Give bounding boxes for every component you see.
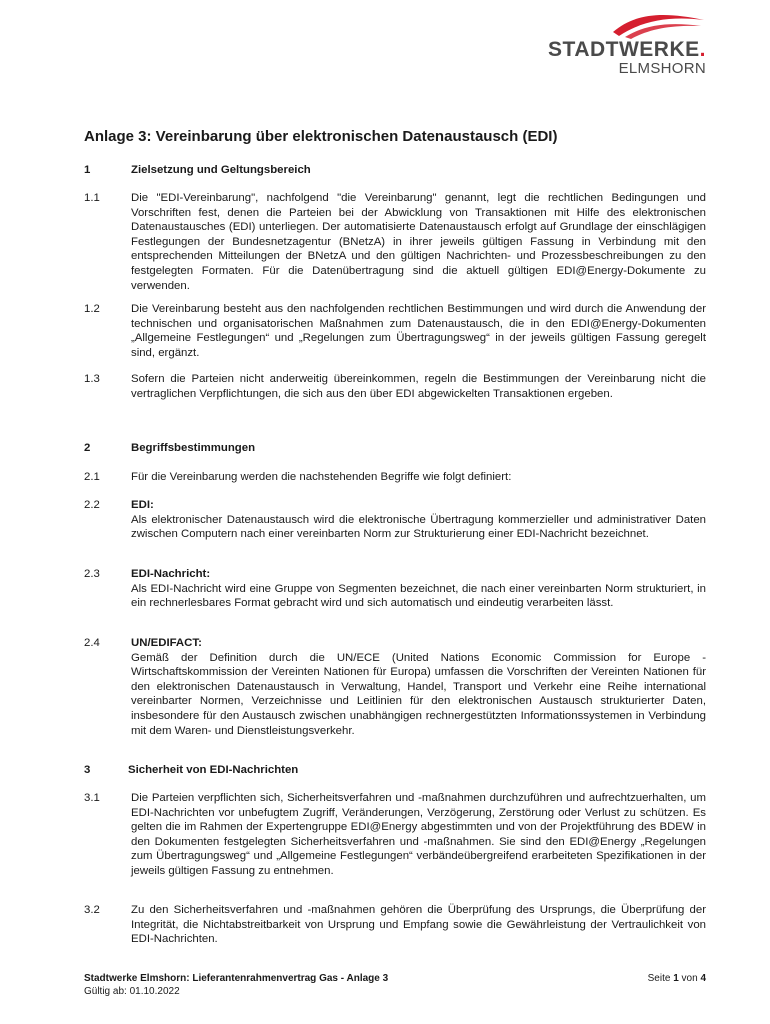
- paragraph-1-2: [84, 302, 706, 360]
- definition-text: Als EDI-Nachricht wird eine Gruppe von Segmenten bezeichnet, die nach einer vereinbarten Norm strukturiert, in ein rechnerlesbares Format gebracht wird und sich automatisch und eindeutig verarbeiten lässt.: [131, 582, 706, 610]
- paragraph-number: 1.1: [84, 192, 100, 204]
- paragraph-2-1: [84, 470, 706, 485]
- footer-left: [84, 972, 388, 998]
- paragraph-1-3: [84, 372, 706, 401]
- section-number: 3: [84, 764, 91, 776]
- section-heading-2: [84, 441, 706, 456]
- definition-term: EDI-Nachricht:: [131, 568, 211, 580]
- definition-term: EDI:: [131, 499, 154, 511]
- section-number: 1: [84, 164, 91, 176]
- paragraph-text: Die Parteien verpflichten sich, Sicherheitsverfahren und -maßnahmen durchzuführen und aufrechtzuerhalten, um EDI-Nachrichten vor unbefugtem Zugriff, Veränderungen, Verzögerung, Zerstörung oder Verlust zu schützen. Es gelten die im Rahmen der Expertengruppe EDI@Energy abgestimmten und von der Projektführung des BDEW in den Dokumenten festgelegten Sicherheitsverfahren und -maßnahmen. Sie sind den EDI@Energy „Regelungen zum Übertragungsweg“ und „Allgemeine Festlegungen“ verbändeübergreifend erarbeiteten Spezifikationen in der jeweils gültigen Fassung zu entnehmen.: [131, 792, 706, 877]
- definition-text: Gemäß der Definition durch die UN/ECE (United Nations Economic Commission for Europe - Wirtschaftskommission der Vereinten Nationen für Europa) umfassen die Vorschriften der Vereinten Nationen für den elektronischen Datenaustausch in Verwaltung, Handel, Transport und Verkehr eine Reihe international vereinbarter Normen, Verzeichnisse und Leitlinien für den elektronischen Austausch strukturierter Daten, insbesondere für den Austausch zwischen unabhängigen rechnergestützten Informationssystemen in Verbindung mit dem Waren- und Dienstleistungsverkehr.: [131, 651, 706, 737]
- logo-dot: .: [699, 38, 706, 61]
- section-title: Zielsetzung und Geltungsbereich: [131, 164, 311, 176]
- paragraph-2-4: [84, 636, 706, 738]
- paragraph-3-2: [84, 903, 706, 947]
- page-current: 1: [673, 973, 679, 984]
- paragraph-number: 1.2: [84, 303, 100, 315]
- logo-name-text: STADTWERKE: [548, 38, 700, 61]
- paragraph-3-1: [84, 791, 706, 879]
- section-title: Begriffsbestimmungen: [131, 442, 256, 454]
- paragraph-number: 3.1: [84, 792, 100, 804]
- paragraph-number: 1.3: [84, 373, 100, 385]
- section-heading-3: [84, 763, 706, 778]
- section-number: 2: [84, 442, 91, 454]
- paragraph-2-3: [84, 567, 706, 611]
- paragraph-number: 3.2: [84, 904, 100, 916]
- section-title: Sicherheit von EDI-Nachrichten: [128, 764, 299, 776]
- page-separator: von: [678, 973, 701, 984]
- page-total: 4: [700, 973, 706, 984]
- paragraph-text: Sofern die Parteien nicht anderweitig übereinkommen, regeln die Bestimmungen der Vereinbarung nicht die vertraglichen Verpflichtungen, die sich aus den über EDI abgewickelten Transaktionen ergeben.: [131, 373, 706, 400]
- logo-swoosh-icon: [611, 10, 706, 40]
- document-title: Anlage 3: Vereinbarung über elektronischen Datenaustausch (EDI): [84, 128, 558, 145]
- definition-text: Als elektronischer Datenaustausch wird die elektronische Übertragung kommerzieller und administrativer Daten zwischen Computern nach einer vereinbarten Norm zur Strukturierung einer EDI-Nachricht bezeichnet.: [131, 513, 706, 541]
- page-label: Seite: [647, 973, 674, 984]
- paragraph-text: Die Vereinbarung besteht aus den nachfolgenden rechtlichen Bestimmungen und wird durch die Anwendung der technischen und organisatorischen Maßnahmen zum Datenaustausch, die in den EDI@Energy-Dokumenten „Allgemeine Festlegungen“ und „Regelungen zum Übertragungsweg“ in der jeweils gültigen Fassung geregelt sind, ergänzt.: [131, 303, 706, 359]
- paragraph-1-1: [84, 191, 706, 293]
- paragraph-number: 2.1: [84, 471, 100, 483]
- definition-term: UN/EDIFACT:: [131, 637, 202, 649]
- logo-subtitle: ELMSHORN: [618, 60, 706, 77]
- paragraph-text: Zu den Sicherheitsverfahren und -maßnahmen gehören die Überprüfung des Ursprungs, die Überprüfung der Integrität, die Nichtabstreitbarkeit von Ursprung und Empfang sowie die Gewährleistung der Vertraulichkeit von EDI-Nachrichten.: [131, 904, 706, 946]
- paragraph-2-2: [84, 498, 706, 542]
- footer-document-name: Stadtwerke Elmshorn: Lieferantenrahmenvertrag Gas - Anlage 3: [84, 973, 389, 984]
- company-logo: [546, 10, 706, 80]
- section-heading-1: [84, 163, 706, 178]
- paragraph-number: 2.3: [84, 568, 100, 580]
- paragraph-number: 2.2: [84, 499, 100, 511]
- logo-name: [548, 38, 706, 62]
- paragraph-text: Die "EDI-Vereinbarung", nachfolgend "die Vereinbarung" genannt, legt die rechtlichen Bedingungen und Vorschriften fest, denen die Parteien bei der Abwicklung von Transaktionen mit Hilfe des elektronischen Datenaustausches (EDI) unterliegen. Der automatisierte Datenaustausch erfolgt auf Grundlage der einschlägigen Festlegungen der Bundesnetzagentur (BNetzA) in ihrer jeweils gültigen Fassung in Verbindung mit den entsprechenden Mitteilungen der BNetzA und den gültigen Nachrichten- und Prozessbeschreibungen zu den festgelegten Formaten. Für die Datenübertragung sind die aktuell gültigen EDI@Energy-Dokumente zu verwenden.: [131, 192, 706, 292]
- footer-valid-from: Gültig ab: 01.10.2022: [84, 986, 180, 997]
- paragraph-text: Für die Vereinbarung werden die nachstehenden Begriffe wie folgt definiert:: [131, 471, 512, 483]
- page-number: [648, 972, 706, 985]
- paragraph-number: 2.4: [84, 637, 100, 649]
